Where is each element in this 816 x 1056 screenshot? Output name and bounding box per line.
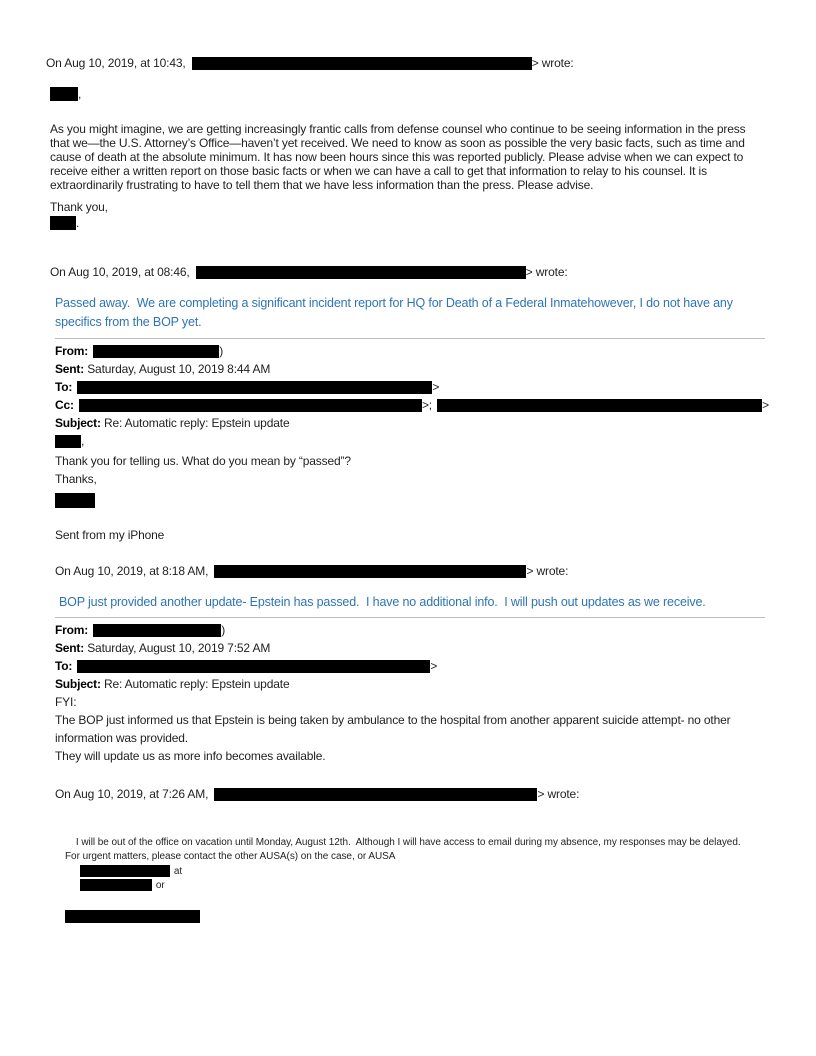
message-body-1043: As you might imagine, we are getting increasingly frantic calls from defense counsel who continue to be seeing information in the press that we—the U.S. Attorney’s Office—haven’t yet received. We need to know as soon as possible the very basic facts, such as time and cause of death at the absolute minimum. It has now been hours since this was reported publicly. Please advise when we can expect to receive either a written report on those basic facts or when we can have a call to get that information to relay to his counsel. It is extraordinarily frustrating to have to tell them that we have less information than the press. Please advise. <box>50 122 749 192</box>
subject-value: Re: Automatic reply: Epstein update <box>103 677 290 691</box>
cc-label: Cc: <box>55 398 74 412</box>
redaction-bar-contact-line <box>65 910 200 923</box>
redaction-bar-from <box>93 345 219 358</box>
attribution-suffix: > wrote: <box>531 56 574 70</box>
from-paren: ) <box>219 344 224 358</box>
message-body-0752: The BOP just informed us that Epstein is being taken by ambulance to the hospital from another apparent suicide attempt- no other information was provided. <box>55 713 734 745</box>
redaction-bar-to <box>77 660 430 673</box>
attribution-suffix: > wrote: <box>526 564 569 578</box>
quoted-reply-bop-update: BOP just provided another update- Epstein has passed. I have no additional info. I will push out updates as we receive. <box>59 595 706 609</box>
redaction-bar-cc-1 <box>79 399 422 412</box>
to-bracket: > <box>432 380 440 394</box>
redaction-bar-sender-1043 <box>192 57 532 70</box>
subject-label: Subject: <box>55 416 101 430</box>
redaction-bar-signoff-name <box>50 216 76 230</box>
attribution-line-0818 <box>55 564 770 578</box>
sent-label: Sent: <box>55 641 85 655</box>
header-from-line <box>55 342 765 360</box>
header-sent-line <box>55 639 765 657</box>
signature-redaction-line <box>55 493 770 508</box>
attribution-suffix: > wrote: <box>525 265 568 279</box>
from-label: From: <box>55 344 88 358</box>
redaction-bar-sender-0726 <box>214 788 537 801</box>
header-cc-line <box>55 396 770 414</box>
header-subject-line <box>55 675 765 693</box>
attribution-prefix: On Aug 10, 2019, at 10:43, <box>46 56 186 70</box>
attribution-line-0726 <box>55 787 770 801</box>
fyi-line: FYI: <box>55 695 77 709</box>
attribution-prefix: On Aug 10, 2019, at 7:26 AM, <box>55 787 209 801</box>
greeting-punct-2: , <box>81 434 85 448</box>
redaction-bar-sender-0818 <box>214 565 526 578</box>
redaction-bar-to <box>77 381 432 394</box>
sent-value: Saturday, August 10, 2019 8:44 AM <box>87 362 271 376</box>
sent-label: Sent: <box>55 362 85 376</box>
redaction-bar-phone <box>80 879 152 891</box>
greeting-line-2 <box>55 434 770 448</box>
closing-line: Thank you, <box>50 200 108 214</box>
header-sent-line <box>55 360 765 378</box>
attribution-suffix: > wrote: <box>537 787 580 801</box>
ooo-mid: at <box>173 865 183 877</box>
header-to-line <box>55 657 765 675</box>
redaction-bar-sender-0846 <box>196 266 526 279</box>
subject-label: Subject: <box>55 677 101 691</box>
email-header-block-752 <box>55 617 765 693</box>
mobile-signature: Sent from my iPhone <box>55 528 165 542</box>
greeting-punct: , <box>78 87 82 101</box>
signoff-punct: . <box>76 216 80 230</box>
email-header-block-844 <box>55 338 770 432</box>
signoff-line <box>50 216 770 230</box>
quoted-reply-passed-away: Passed away. We are completing a significant incident report for HQ for Death of a Federal Inmatehowever, I do not have any specifics from the BOP yet. <box>55 296 737 329</box>
cc-bracket-1: >; <box>421 398 432 412</box>
sent-value: Saturday, August 10, 2019 7:52 AM <box>87 641 271 655</box>
to-label: To: <box>55 659 73 673</box>
redaction-bar-from <box>93 624 221 637</box>
header-from-line <box>55 621 765 639</box>
subject-value: Re: Automatic reply: Epstein update <box>103 416 290 430</box>
cc-bracket-2: > <box>762 398 770 412</box>
redaction-bar-cc-2 <box>437 399 762 412</box>
greeting-line <box>50 87 770 101</box>
to-bracket: > <box>430 659 438 673</box>
update-line: They will update us as more info becomes available. <box>55 749 326 763</box>
attribution-prefix: On Aug 10, 2019, at 08:46, <box>50 265 190 279</box>
redaction-bar-greeting-name-2 <box>55 435 81 448</box>
header-subject-line <box>55 414 765 432</box>
redaction-bar-ausa-name <box>80 865 170 877</box>
header-to-line <box>55 378 765 396</box>
to-label: To: <box>55 380 73 394</box>
attribution-prefix: On Aug 10, 2019, at 8:18 AM, <box>55 564 209 578</box>
attribution-line-0846 <box>50 265 770 279</box>
thanks-line: Thanks, <box>55 472 97 486</box>
from-paren: ) <box>221 623 226 637</box>
attribution-line-1043 <box>46 56 770 70</box>
from-label: From: <box>55 623 88 637</box>
redaction-bar-signature <box>55 493 95 508</box>
question-line: Thank you for telling us. What do you mean by “passed”? <box>55 454 351 468</box>
ooo-text: I will be out of the office on vacation until Monday, August 12th. Although I will have access to email during my absence, my responses may be delayed. For urgent matters, please contact the other AUSA(s) on the case, or AUSA <box>65 836 747 862</box>
redaction-bar-greeting-name <box>50 87 78 101</box>
out-of-office-message <box>65 821 755 952</box>
ooo-end: or <box>155 880 165 891</box>
